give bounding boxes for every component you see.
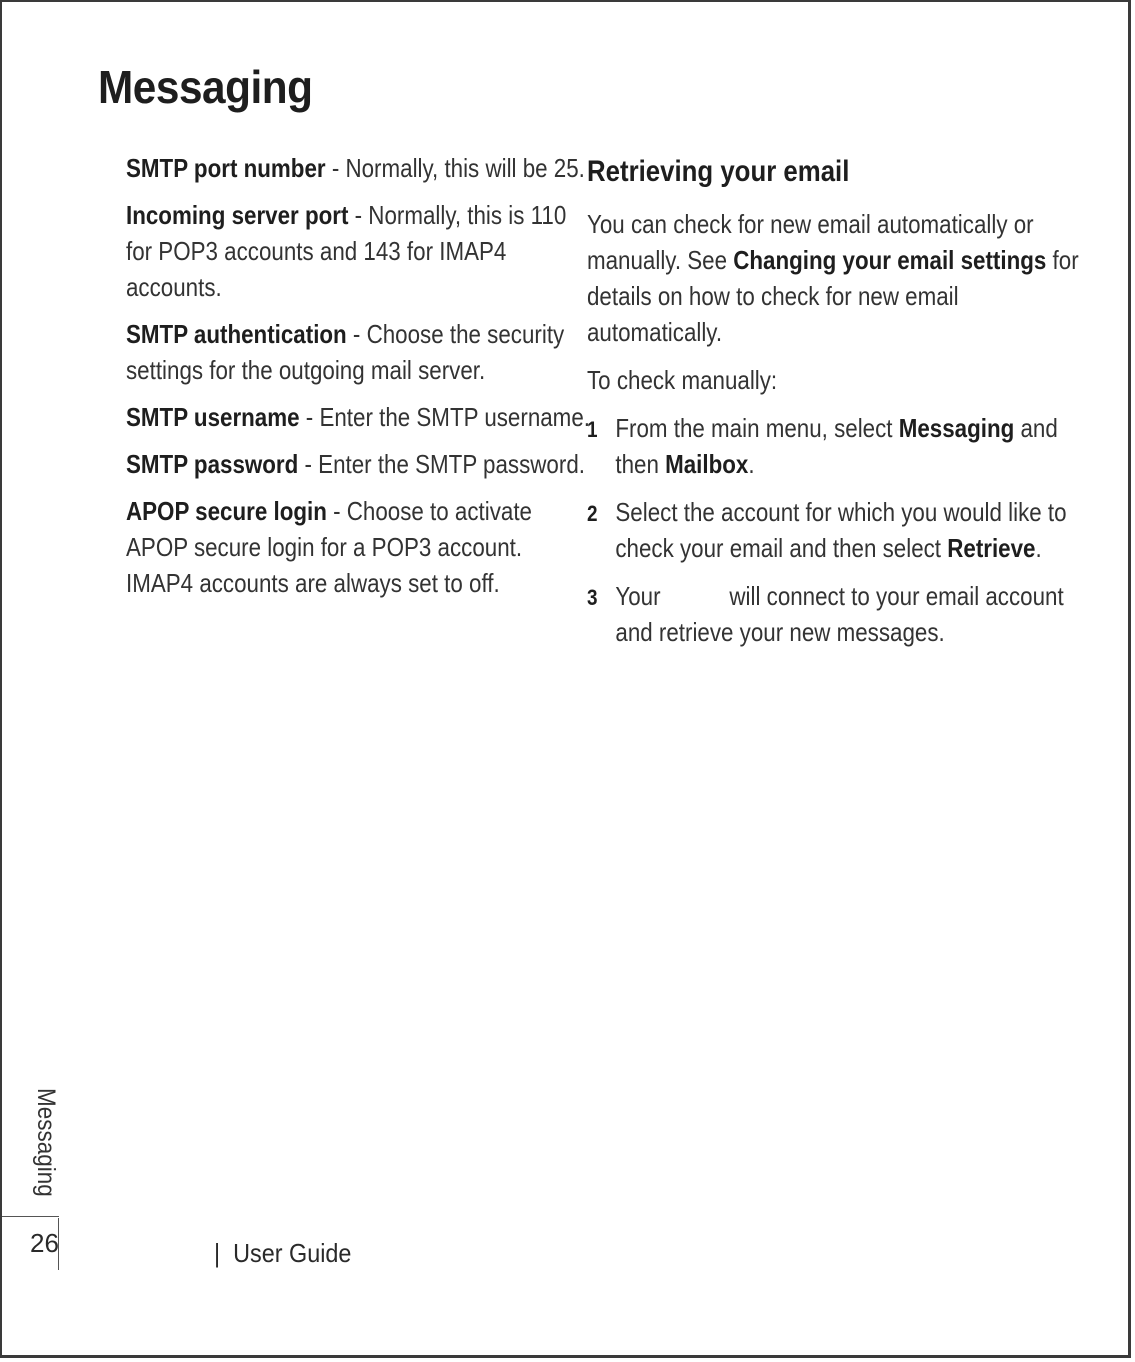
- step-text: Select the account for which you would like to check your email and then select: [615, 497, 1067, 563]
- step-number: 1: [587, 417, 598, 442]
- setting-smtp-authentication: [126, 316, 595, 388]
- step-2: [587, 494, 1086, 566]
- setting-smtp-port-number: [126, 150, 595, 186]
- left-column: [126, 150, 596, 612]
- setting-separator: -: [298, 449, 319, 479]
- intro-text-after: for details on how to check for new email automatically.: [587, 245, 1079, 347]
- setting-term: SMTP password: [126, 449, 299, 479]
- intro-reference: Changing your email settings: [733, 245, 1047, 275]
- side-tab-label: Messaging: [32, 1088, 60, 1197]
- setting-separator: -: [346, 319, 367, 349]
- manual-label: To check manually:: [587, 365, 778, 395]
- step-menu-item: Retrieve: [947, 533, 1036, 563]
- step-3: [587, 578, 1086, 650]
- step-1: [587, 410, 1086, 482]
- setting-description: Choose to activate APOP secure login for a POP3 account. IMAP4 accounts are always set to off.: [126, 496, 532, 598]
- setting-separator: -: [325, 153, 346, 183]
- right-column: [587, 150, 1087, 662]
- page-title: Messaging: [98, 61, 313, 113]
- footer-separator: |: [214, 1238, 221, 1268]
- step-text: .: [1035, 533, 1042, 563]
- intro-text-before: You can check for new email automatically or manually. See: [587, 209, 1034, 275]
- right-column-text: [587, 152, 1086, 650]
- steps-list: [587, 410, 1086, 650]
- step-number: 3: [587, 585, 598, 610]
- setting-description: Enter the SMTP password.: [318, 449, 585, 479]
- step-text: will connect to your email account and retrieve your new messages.: [615, 581, 1064, 647]
- footer: [214, 1238, 351, 1269]
- step-menu-item: Messaging: [898, 413, 1015, 443]
- section-heading: Retrieving your email: [587, 155, 850, 188]
- side-tab-rule-horizontal: [2, 1216, 59, 1217]
- step-number: 2: [587, 501, 598, 526]
- setting-smtp-password: [126, 446, 595, 482]
- left-column-text: [126, 150, 595, 601]
- page-number: 26: [30, 1228, 59, 1258]
- setting-smtp-username: [126, 399, 595, 435]
- setting-separator: -: [299, 402, 320, 432]
- setting-description: Choose the security settings for the outgoing mail server.: [126, 319, 565, 385]
- setting-description: Normally, this will be 25.: [345, 153, 585, 183]
- step-text: Your: [615, 581, 661, 611]
- step-text: From the main menu, select: [615, 413, 899, 443]
- setting-separator: -: [348, 200, 369, 230]
- step-text: and then: [615, 413, 1058, 479]
- intro-paragraph: [587, 206, 1086, 350]
- footer-text: User Guide: [233, 1238, 352, 1268]
- setting-term: APOP secure login: [126, 496, 327, 526]
- setting-term: SMTP username: [126, 402, 300, 432]
- setting-term: Incoming server port: [126, 200, 349, 230]
- setting-incoming-server-port: [126, 197, 595, 305]
- setting-term: SMTP authentication: [126, 319, 347, 349]
- step-text: .: [748, 449, 755, 479]
- setting-separator: -: [326, 496, 347, 526]
- setting-description: Enter the SMTP username.: [319, 402, 590, 432]
- step-menu-item: Mailbox: [665, 449, 749, 479]
- setting-term: SMTP port number: [126, 153, 326, 183]
- setting-apop-secure-login: [126, 493, 595, 601]
- setting-description: Normally, this is 110 for POP3 accounts and 143 for IMAP4 accounts.: [126, 200, 567, 302]
